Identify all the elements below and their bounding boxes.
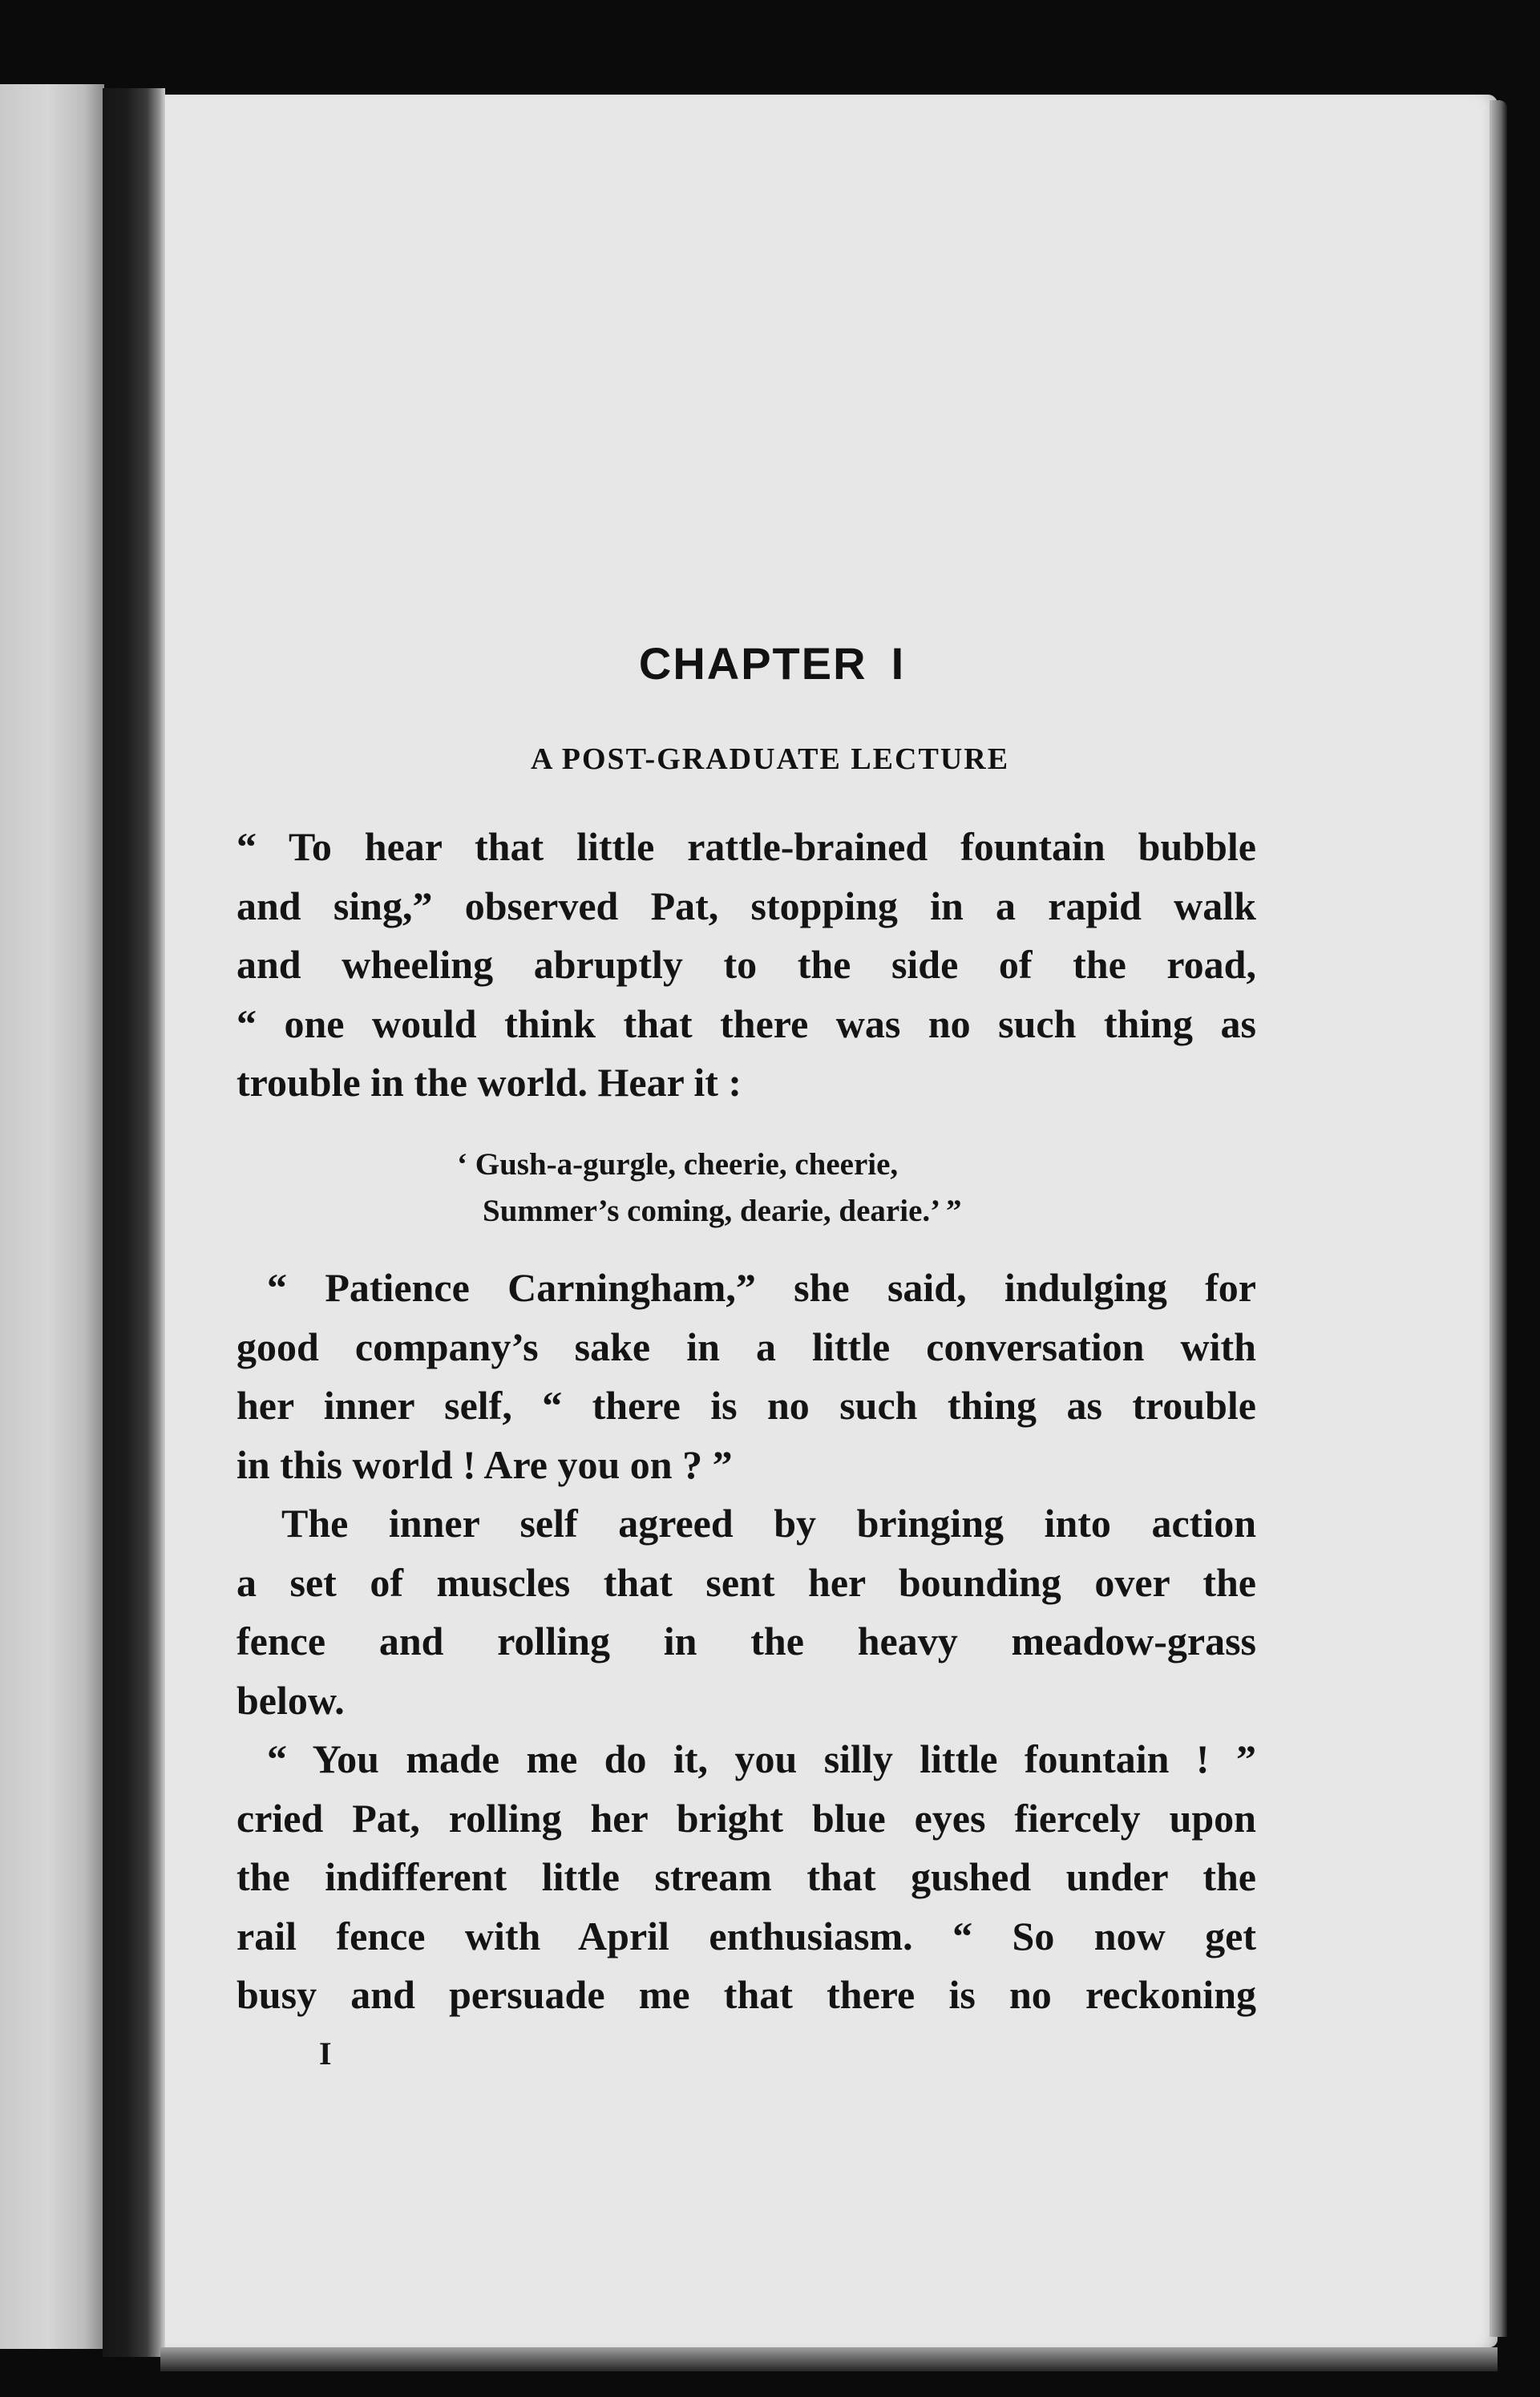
paragraph-4-line-1: “ You made me do it, you silly little fountain ! ” — [267, 1736, 1256, 1781]
paragraph-3-line-1: The inner self agreed by bringing into action — [281, 1501, 1256, 1546]
verse-line-2: Summer’s coming, dearie, dearie.’ ” — [483, 1194, 962, 1228]
paragraph-2-line-3: her inner self, “ there is no such thing as trouble — [236, 1383, 1256, 1428]
paragraph-4-line-3: the indifferent little stream that gushed under the — [236, 1854, 1256, 1899]
chapter-numeral: I — [891, 638, 906, 689]
paragraph-2-line-2: good company’s sake in a little conversation with — [236, 1324, 1256, 1369]
paragraph-1-line-3: and wheeling abruptly to the side of the road, — [236, 942, 1256, 987]
page-right-edge — [1489, 100, 1507, 2337]
paragraph-3-line-2: a set of muscles that sent her bounding over the — [236, 1559, 1256, 1605]
facing-page-edge — [0, 84, 104, 2349]
chapter-label: CHAPTER — [638, 638, 867, 689]
verse-line-1: ‘ Gush-a-gurgle, cheerie, cheerie, — [457, 1147, 899, 1182]
chapter-heading — [0, 637, 1540, 689]
chapter-title: A POST-GRADUATE LECTURE — [530, 742, 1010, 776]
paragraph-2-line-1: “ Patience Carningham,” she said, indulging for — [267, 1265, 1256, 1310]
paragraph-1-line-2: and sing,” observed Pat, stopping in a rapid walk — [236, 883, 1256, 928]
paragraph-2-line-4: in this world ! Are you on ? ” — [236, 1441, 733, 1487]
paragraph-1 — [236, 818, 1256, 1113]
paragraph-4-line-5: busy and persuade me that there is no reckoning — [236, 1972, 1256, 2017]
paragraph-4-line-4: rail fence with April enthusiasm. “ So now get — [236, 1913, 1256, 1958]
verse-quote — [457, 1142, 961, 1235]
paragraph-1-line-5: trouble in the world. Hear it : — [236, 1060, 742, 1105]
paragraph-3-line-4: below. — [236, 1677, 345, 1723]
page-bottom-edge — [160, 2347, 1498, 2371]
paragraph-4 — [236, 1730, 1256, 2025]
paragraph-2 — [236, 1259, 1256, 1494]
paragraph-3 — [236, 1494, 1256, 1730]
paragraph-1-line-1: “ To hear that little rattle-brained fountain bubble — [236, 824, 1256, 869]
page-number: I — [319, 2035, 332, 2072]
paragraph-3-line-3: fence and rolling in the heavy meadow-grass — [236, 1619, 1256, 1663]
gutter-shadow — [103, 88, 165, 2357]
paragraph-4-line-2: cried Pat, rolling her bright blue eyes fiercely upon — [236, 1795, 1256, 1841]
paragraph-1-line-4: “ one would think that there was no such thing as — [236, 1000, 1256, 1046]
